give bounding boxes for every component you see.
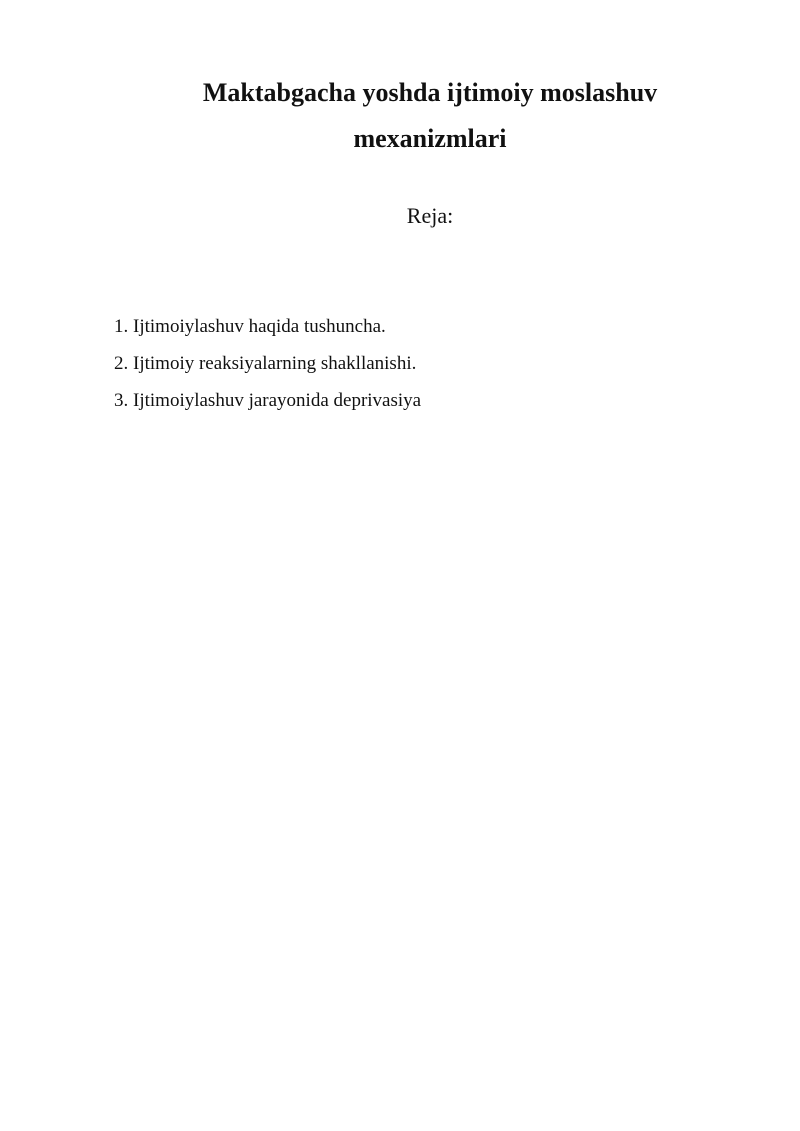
plan-list	[114, 308, 714, 419]
plan-item-1: 1. Ijtimoiylashuv haqida tushuncha.	[114, 316, 386, 337]
plan-item-3: 3. Ijtimoiylashuv jarayonida deprivasiya	[114, 390, 422, 411]
document-title-line-2: mexanizmlari	[353, 124, 507, 153]
plan-item-2: 2. Ijtimoiy reaksiyalarning shakllanishi.	[114, 353, 417, 374]
document-title-line-1: Maktabgacha yoshda ijtimoiy moslashuv	[202, 78, 658, 107]
plan-heading: Reja:	[406, 203, 454, 228]
